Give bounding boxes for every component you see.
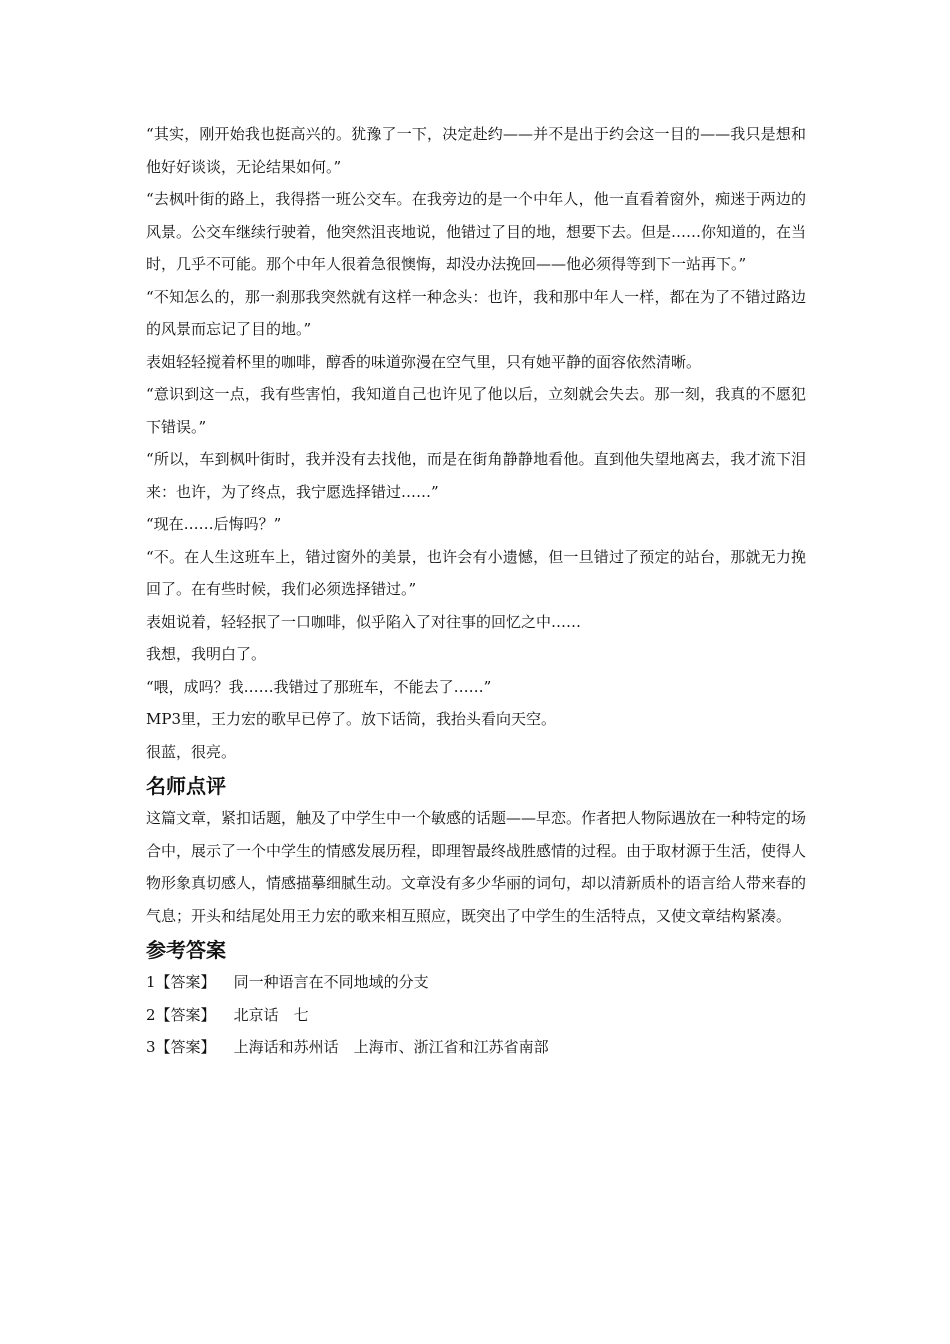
- answer-tag: 【答案】: [155, 973, 216, 991]
- story-paragraph: MP3里，王力宏的歌早已停了。放下话筒，我抬头看向天空。: [146, 710, 556, 728]
- answers-section: [146, 934, 806, 1064]
- story-paragraph: “其实，刚开始我也挺高兴的。犹豫了一下，决定赴约——并不是出于约会这一目的——我只是想和他好好谈谈，无论结果如何。”: [146, 125, 806, 176]
- answer-item: [146, 1031, 806, 1064]
- story-paragraph: 我想，我明白了。: [146, 645, 267, 663]
- story-paragraph: “现在……后悔吗？”: [146, 515, 282, 533]
- answer-text: 同一种语言在不同地域的分支: [233, 973, 429, 991]
- story-paragraph: “不。在人生这班车上，错过窗外的美景，也许会有小遗憾，但一旦错过了预定的站台，那就无力挽回了。在有些时候，我们必须选择错过。”: [146, 547, 806, 598]
- answer-item: [146, 966, 806, 999]
- answer-number: 1: [146, 973, 156, 991]
- story-paragraph: 表姐说着，轻轻抿了一口咖啡，似乎陷入了对往事的回忆之中……: [146, 612, 582, 631]
- story-paragraph: 表姐轻轻搅着杯里的咖啡，醇香的味道弥漫在空气里，只有她平静的面容依然清晰。: [146, 352, 702, 371]
- document-page: [146, 118, 806, 1064]
- answers-heading: 参考答案: [146, 938, 226, 962]
- answer-number: 3: [146, 1038, 156, 1056]
- answer-tag: 【答案】: [155, 1005, 216, 1024]
- story-paragraph: “喂，成吗？我……我错过了那班车，不能去了……”: [146, 677, 492, 696]
- review-heading: 名师点评: [146, 774, 226, 798]
- story-paragraph: “去枫叶街的路上，我得搭一班公交车。在我旁边的是一个中年人，他一直看着窗外，痴迷于两边的风景。公交车继续行驶着，他突然沮丧地说，他错过了目的地，想要下去。但是……你知道的，在当时，几乎不可能。那个中年人很着急很懊悔，却没办法挽回——他必须得等到下一站再下。”: [146, 190, 807, 273]
- story-paragraph: “所以，车到枫叶街时，我并没有去找他，而是在街角静静地看他。直到他失望地离去，我才流下泪来：也许，为了终点，我宁愿选择错过……”: [146, 450, 806, 501]
- answer-tag: 【答案】: [155, 1038, 216, 1056]
- story-paragraph: 很蓝，很亮。: [146, 742, 237, 761]
- answer-text: 上海话和苏州话 上海市、浙江省和江苏省南部: [233, 1038, 549, 1056]
- story-paragraph: “不知怎么的，那一刹那我突然就有这样一种念头：也许，我和那中年人一样，都在为了不错过路边的风景而忘记了目的地。”: [146, 287, 806, 338]
- story-paragraph: “意识到这一点，我有些害怕，我知道自己也许见了他以后，立刻就会失去。那一刻，我真的不愿犯下错误。”: [146, 385, 806, 436]
- story-section: [146, 118, 806, 768]
- review-section: [146, 770, 806, 932]
- answer-text: 北京话 七: [233, 1005, 309, 1024]
- answer-item: [146, 999, 806, 1032]
- answer-number: 2: [146, 1005, 156, 1024]
- review-text: 这篇文章，紧扣话题，触及了中学生中一个敏感的话题——早恋。作者把人物际遇放在一种特定的场合中，展示了一个中学生的情感发展历程，即理智最终战胜感情的过程。由于取材源于生活，使得人物形象真切感人，情感描摹细腻生动。文章没有多少华丽的词句，却以清新质朴的语言给人带来春的气息；开头和结尾处用王力宏的歌来相互照应，既突出了中学生的生活特点，又使文章结构紧凑。: [146, 809, 807, 925]
